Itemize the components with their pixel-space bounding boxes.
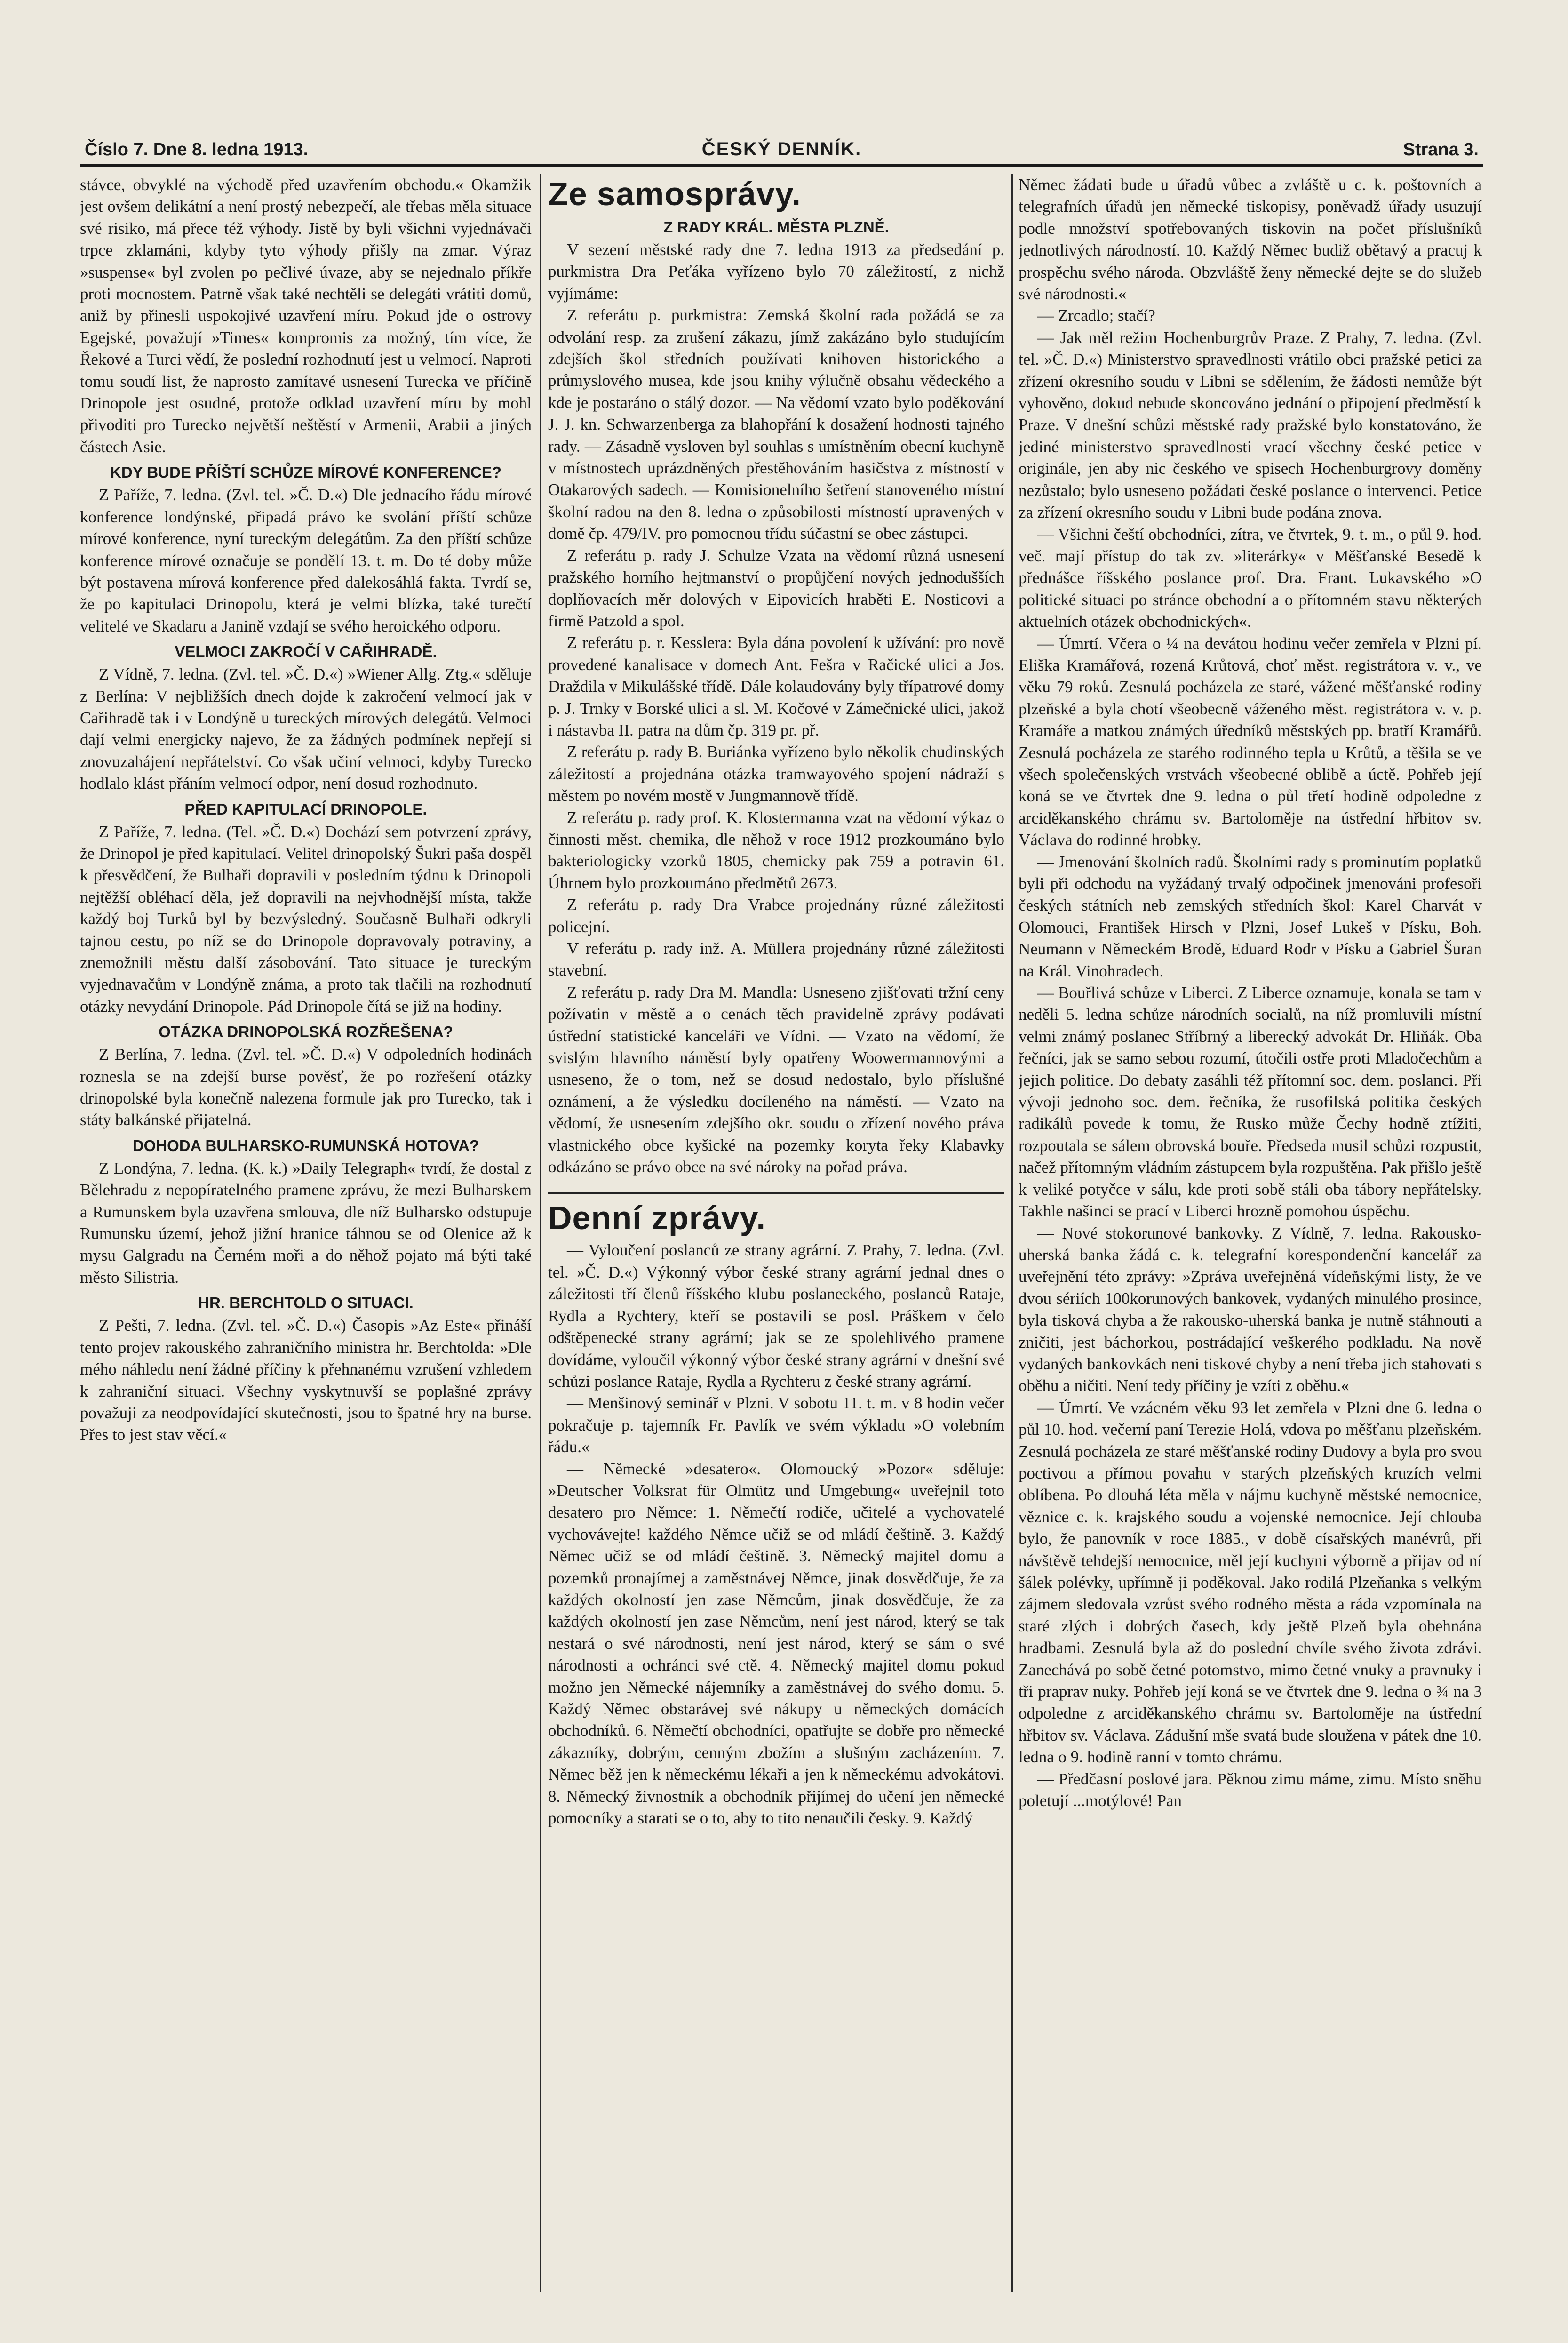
newspaper-title: ČESKÝ DENNÍK. [701,139,862,160]
article-london-deal: Z Londýna, 7. ledna. (K. k.) »Daily Telegraph« tvrdí, že dostal z Bělehradu z nepopíratelného pramene zprávu, že mezi Bulharskem a Rumunskem byla uzavřena smlouva, dle níž Bulharsko odstupuje Rumunsku území, jehož jižní hranice táhnou se od Olenice až k mysu Galgradu na Černém moři a do něhož pojato má býti také město Silistria. [80,1159,532,1287]
council-schulz-report: Z referátu p. rady J. Schulze Vzata na vědomí různá usnesení pražského horního hejtmanství o propůjčení nových jednodušších doplňovacích měr dolových v Eipovicích hraběti E. Nosticovi a firmě Patzold a spol. [548,546,1004,630]
headline-city-council: Z RADY KRÁL. MĚSTA PLZNĚ. [663,218,889,236]
headline-berchtold: HR. BERCHTOLD O SITUACI. [198,1294,414,1312]
article-paris-conference: Z Paříže, 7. ledna. (Zvl. tel. »Č. D.«) Dle jednacího řádu mírové konference londýnské, připadá právo ke svolání příští schůze mírové konference, nyní tureckým delegátům. Za den příští schůze konference mírové označuje se pondělí 13. t. m. Do té doby může být postavena mírová konference před dalekosáhlá fakta. Tvrdí se, že po kapitulaci Drinopolu, která je velmi blízka, také turečtí velitelé ve Skadaru a Janině vzdají se svého heroického odporu. [80,486,532,635]
column-divider-2 [1011,174,1013,2292]
headline-drinopol-capitulation: PŘED KAPITULACÍ DRINOPOLE. [184,800,427,818]
column-1 [80,174,532,2311]
news-merchants-lecture: — Všichni čeští obchodníci, zítra, ve čtvrtek, 9. t. m., o půl 9. hod. več. mají přístup do tak zv. »literárky« v Měšťanské Besedě k přednášce říšského poslance prof. Dra. Frant. Lukavského »O politické situaci po stránce obchodní a o přítomném stavu některých aktuelních otázek obchodnických«. [1019,525,1482,631]
news-minority-seminar: — Menšinový seminář v Plzni. V sobotu 11. t. m. v 8 hodin večer pokračuje p. tajemník Fr. Pavlík ve svém výkladu »O volebním řádu.« [548,1394,1004,1456]
council-mayor-report: Z referátu p. purkmistra: Zemská školní rada požádá se za odvolání resp. za zrušení zákazu, jímž zakázáno bylo studujícím zdejších škol středních používati knihoven historického a průmyslového musea, kde jsou knihy výlučně obsahu vědeckého a kde je postaráno o stálý dozor. — Na vědomí vzato bylo poděkování J. J. kn. Schwarzenberga za blahopřání k dosažení hodnosti tajného rady. — Zásadně vysloven byl souhlas s umístněním obecní kuchyně v místnostech uprázdněných přestěhováním hasičstva z místností v Otakarových sadech. — Komisionelního šetření stanoveného místní školní radou na den 8. ledna o způsobilosti místností upravených v domě čp. 479/IV. pro pomocnou třídu súčastní se obec zástupci. [548,306,1004,543]
section-title-municipal: Ze samosprávy. [548,176,801,212]
article-pest-berchtold: Z Pešti, 7. ledna. (Zvl. tel. »Č. D.«) Časopis »Az Este« přináší tento projev rakouského zahraničního ministra hr. Berchtolda: »Dle mého náhledu není žádné příčiny k přehnanému vzrušení vzhledem k zahraniční situaci. Všechny vyskytnuvší se poplašné zprávy považuji za neodpovídající skutečnosti, jsou to špatné hry na burse. Přes to jest stav věcí.« [80,1316,532,1444]
article-vienna-powers: Z Vídně, 7. ledna. (Zvl. tel. »Č. D.«) »Wiener Allg. Ztg.« sděluje z Berlína: V nejbližších dnech dojde k zakročení velmocí jak v Cařihradě tak i v Londýně u tureckých mírových delegátů. Velmoci dají velmi energicky najevo, že za žádných podmínek nepřejí si znovuzahájení nepřátelství. Co však učiní velmoci, kdyby Turecko hodlalo klást přáním velmocí odpor, není dosud rozhodnuto. [80,665,532,793]
council-buriánek-report: Z referátu p. rady B. Buriánka vyřízeno bylo několik chudinských záležitostí a projednána otázka tramwayového spojení nádraží s městem po novém mostě v Jungmannově třídě. [548,743,1004,805]
article-paris-drinopol: Z Paříže, 7. ledna. (Tel. »Č. D.«) Dochází sem potvrzení zprávy, že Drinopol je před kapitulací. Velitel drinopolský Šukri paša dospěl k přesvědčení, že Bulhaři dopravili v posledním týdnu k Drinopoli nejtěžší obléhací děla, jež dopravili na nejvhodnější místa, takže každý boj Turků byl by bezvýsledný. Současně Bulhaři odkryli tajnou cestu, po níž se do Drinopole dopravovaly potraviny, a znemožnili městu další zásobování. Tato situace je tureckým vyjednavačům v Londýně známa, a proto tak tlačili na rozhodnutí otázky nevydání Drinopole. Pád Drinopole čítá se již na hodiny. [80,822,532,1016]
news-obituary-kramarova: — Úmrtí. Včera o ¼ na devátou hodinu večer zemřela v Plzni pí. Eliška Kramářová, rozená Krůtová, choť měst. registrátora v. v., ve věku 79 roků. Zesnulá pocházela ze staré, vážené měšťanské rodiny plzeňské a byla chotí všeobecně váženého měst. registrátora v. v. p. Kramáře a matkou známých úředníků městských pp. bratří Kramářů. Zesnulá pocházela ze starého rodinného tepla u Krůtů, a těšila se ve všech společenských vrstvách všeobecné oblibě a úctě. Pohřeb její koná se ve čtvrtek dne 9. ledna o půl třetí hodině odpoledne z arciděkanského chrámu sv. Bartoloměje na ústřední hřbitov sv. Václava do rodinné hrobky. [1019,634,1482,849]
page-header [80,126,1483,167]
headline-bulgarian-romanian-deal: DOHODA BULHARSKO-RUMUNSKÁ HOTOVA? [132,1136,479,1154]
council-muller-report: V referátu p. rady inž. A. Müllera projednány různé záležitosti stavební. [548,939,1004,980]
daily-news-section [548,1192,1004,1829]
page-number: Strana 3. [1403,140,1479,160]
council-klostermann-report: Z referátu p. rady prof. K. Klostermanna vzat na vědomí výkaz o činnosti měst. chemika, dle něhož v roce 1912 prozkoumáno bylo bakteriologicky vzorků 1805, chemicky pak 759 a potravin 61. Úhrnem bylo prozkoumáno předmětů 2673. [548,808,1004,892]
news-obituary-hola: — Úmrtí. Ve vzácném věku 93 let zemřela v Plzni dne 6. ledna o půl 10. hod. večerní paní Terezie Holá, vdova po měšťanu plzeňském. Zesnulá pocházela ze staré měšťanské rodiny Dudovy a byla pro svou poctivou a přímou povahu v starých plzeňských kruzích velmi oblíbena. Po dlouhá léta měla v nájmu kuchyně městské nemocnice, věznice c. k. krajského soudu a vojenské nemocnice. Její chlouba bylo, že panovník v roce 1885., v době císařských manévrů, při návštěvě tehdejší nemocnice, měl její kuchyni výborně a přijav od ní šálek polévky, upřímně ji poděkoval. Jako rodilá Plzeňanka s velkým zájmem sledovala vzrůst svého rodného města a ráda vzpomínala na staré zlých i dobrých časech, kdy ještě Plzeň byla obehnána hradbami. Zesnulá byla až do poslední chvíle svého života zdrávi. Zanechává po sobě četné potomstvo, mimo četné vnuky a pravnuky i tři praprav nuky. Pohřeb její koná se ve čtvrtek dne 9. ledna o ¾ na 3 odpoledne z arciděkanského chrámu sv. Bartoloměje na ústřední hřbitov sv. Václava. Zádušní mše svatá bude sloužena v pátek dne 10. ledna o 9. hodině ranní v tomto chrámu. [1019,1398,1482,1767]
news-agrarian-expulsion: — Vyloučení poslanců ze strany agrární. Z Prahy, 7. ledna. (Zvl. tel. »Č. D.«) Výkonný výbor české strany agrární jednal dnes o záležitosti tří členů říšského klubu poslaneckého, poslanců Rataje, Rydla a Rychtery, kteří se postavili se posl. Práškem v čelo odštěpenecké strany agrární; jak se ze spolehlivého pramene dovídáme, vyloučil výkonný výbor české strany agrární v dnešní své schůzi poslance Rataje, Rydla a Rychteru z české strany agrární. [548,1241,1004,1391]
news-spring-messengers: — Předčasní poslové jara. Pěknou zimu máme, zimu. Místo sněhu poletují ...motýlové! Pan [1019,1769,1482,1810]
article-berlin-drinopol: Z Berlína, 7. ledna. (Zvl. tel. »Č. D.«) V odpoledních hodinách roznesla se na zdejší burse pověsť, že po rozřešení otázky drinopolské byla konečně nalezena formule jak pro Turecko, tak i státy balkánské přijatelná. [80,1045,532,1129]
council-intro: V sezení městské rady dne 7. ledna 1913 za předsedání p. purkmistra Dra Peťáka vyřízeno bylo 70 záležitostí, z nichž vyjímáme: [548,240,1004,303]
news-school-councillors: — Jmenování školních radů. Školními rady s prominutím poplatků byli při odchodu na vyžádaný trvalý odpočinek jmenováni profesoři českých státních neb zemských středních škol: Karel Charvát v Olomouci, František Hirsch v Plzni, Josef Lukeš v Písku, Boh. Neumann v Německém Brodě, Eduard Rodr v Písku a Gabriel Šuran na Král. Vinohradech. [1019,852,1482,980]
news-mirror: — Zrcadlo; stačí? [1037,306,1155,325]
column-divider-1 [540,174,541,2292]
article-continuation: stávce, obvyklé na východě před uzavřením obchodu.« Okamžik jest ovšem delikátní a není prostý nebezpečí, ale třebas měla situace své risiko, má přece též výhody. Jistě by byli všichni vyjednávači trpce zklamáni, kdyby tyto výhody přišly na zmar. Výraz »suspense« byl zvolen po pečlivé úvaze, aby se nejednalo příkře proti mocnostem. Patrně však také nechtěli se delegáti vrátiti domů, aniž by přinesli uspokojivé uzavření míru. Pokud jde o ostrovy Egejské, považují »Times« kompromis za možný, tím více, že Řekové a Turci vědí, že poslední rozhodnutí jest u velmocí. Naproti tomu soudí list, že naprosto zamítavé usnesení Turecka ve příčině Drinopole jest osudné, protože odklad uzavření míru by mohl přivoditi pro Turecko největší neštěstí v Armenii, Arabii a jiných částech Asie. [80,176,532,456]
issue-date: Číslo 7. Dne 8. ledna 1913. [85,140,309,160]
news-prague-court: — Jak měl režim Hochenburgrův Praze. Z Prahy, 7. ledna. (Zvl. tel. »Č. D.«) Ministerstvo spravedlnosti vrátilo obci pražské petici za zřízení okresního soudu v Libni se sdělením, že žádosti nemůže být vyhověno, dokud nebude skoncováno jednání o připojení předměstí k Praze. V dnešní schůzi městské rady pražské bylo konstatováno, že jediné ministerstvo spravedlnosti vrací všechny české petice v originále, jen aby nic českého ve spisech Hochenburgrovy doměny nezůstalo; bylo usneseno požádati české poslance o intervenci. Petice za zřízení okresního soudu v Libni bude podána znova. [1019,328,1482,522]
news-liberec-meeting: — Bouřlivá schůze v Liberci. Z Liberce oznamuje, konala se tam v neděli 5. ledna schůze národních socialů, na níž promluvili místní velmi známý poslanec Stříbrný a liberecký advokát Dr. Hliňák. Oba řečníci, jak se samo sebou rozumí, útočili ostře proti Mladočechům a jejich politice. Do debaty zasáhli též přítomní soc. dem. poslanci. Při vývoji jednoho soc. dem. řečníka, že rusofilská politika českých radikálů povede k tomu, že Rusko může Čechy hodně ztížiti, rozpoutala se sálem obrovská bouře. Předseda musil schůzi rozpustit, načež přítomným vládním zástupcem byla rozpuštěna. Pak přišlo ještě k veliké potyčce v sálu, kde proti sobě stáli oba tábory nepřátelsky. Takhle našinci se prací v Liberci hrozně pomohou úspěchu. [1019,984,1482,1221]
headline-drinopol-question: OTÁZKA DRINOPOLSKÁ ROZŘEŠENA? [159,1023,453,1041]
decalogue-continuation: Němec žádati bude u úřadů vůbec a zvláště u c. k. poštovních a telegrafních úřadů jen německé tiskopisy, poněvadž úřady usuzují podle množství spotřebovaných tiskovin na počet příslušníků jednotlivých národností. 10. Každý Němec budiž obětavý a pracuj k prospěchu svého národa. Obzvláště ženy německé dejte se do služeb své národnosti.« [1019,176,1482,304]
council-mandl-report: Z referátu p. rady Dra M. Mandla: Usneseno zjišťovati tržní ceny požívatin v městě a o cenách těch pravidelně zprávy podávati ústřední statistické kanceláři ve Vídni. — Vzato na vědomí, že svislým hlavního náměstí byly opatřeny Woowermannovými a usneseno, že o tom, než se dosud nedostalo, bylo příslušné oznámení, a že výsledku docíleného na náměstí. — Vzato na vědomí, že usnesením zdejšího okr. soudu o zřízení nového práva vlastnického obce kyšické na pozemky koryta řeky Klabavky odkázáno se právo obce na své nároky na pořad práva. [548,983,1004,1176]
headline-peace-conference: KDY BUDE PŘÍŠTÍ SCHŮZE MÍROVÉ KONFERENCE? [110,464,501,481]
column-2 [548,174,1004,2311]
news-german-decalogue: — Německé »desatero«. Olomoucký »Pozor« sděluje: »Deutscher Volksrat für Olmütz und Umgebung« uveřejnil toto desatero pro Němce: 1. Němečtí rodiče, učitelé a vychovatelé vychovávejte! každého Němce učiž se od mládí češtině. 3. Každý Němec učiž se od mládí češtině. 3. Německý majitel domu a pozemků pronajímej a zaměstnávej Němce, jinak dosvědčuje, že za každých okolností jen zase Němcům, jinak dosvědčuje, že za každých okolností jen zase Němcům, není jest národ, který se tak nestará o své národnosti, není jest národ, který se sám o své národnosti a ochránci své ctě. 4. Německý majitel domu pokud možno jen Německé nájemníky a zaměstnávej do svého domu. 5. Každý Němec obstarávej své nákupy u německých domácích obchodníků. 6. Němečtí obchodníci, opatřujte se dobře pro německé zákazníky, dobrým, cenným zbožím a slušným zacházením. 7. Němec běž jen k německému lékaři a jen k německému advokátovi. 8. Německý živnostník a obchodník přijímej do učení jen německé pomocníky a starati se o to, aby to tito nenaučili česky. 9. Každý [548,1459,1004,1828]
column-3 [1019,174,1482,2311]
headline-great-powers: VELMOCI ZAKROČÍ V CAŘIHRADĚ. [175,643,437,661]
council-kessler-report: Z referátu p. r. Kesslera: Byla dána povolení k užívání: pro nově provedené kanalisace v domech Ant. Fešra v Račické ulici a Jos. Draždila v Mikulášské třídě. Dále kolaudovány byly třípatrové domy p. J. Trnky v Borské ulici a sl. M. Kočové v Zámečnické ulici, jakož i nástavba II. patra na dům čp. 319 pr. př. [548,633,1004,739]
council-vrabec-report: Z referátu p. rady Dra Vrabce projednány různé záležitosti policejní. [548,896,1004,936]
section-title-daily-news: Denní zprávy. [548,1199,766,1237]
news-banknotes: — Nové stokorunové bankovky. Z Vídně, 7. ledna. Rakousko-uherská banka žádá c. k. telegrafní korespondenční kancelář za uveřejnění této zprávy: »Zpráva uveřejněná vídeňskými listy, že ve dvou sériích 100korunových bankovek, vydaných minulého prosince, byla tisková chyba a že rakousko-uherská banka je nutně stáhnouti a zničiti, jest báchorkou, postrádající veškerého podkladu. Na nově vydaných bankovkách neni tiskové chyby a není třeba jich stahovati s oběhu a ničiti. Není tedy příčiny je vzíti z oběhu.« [1019,1223,1482,1395]
